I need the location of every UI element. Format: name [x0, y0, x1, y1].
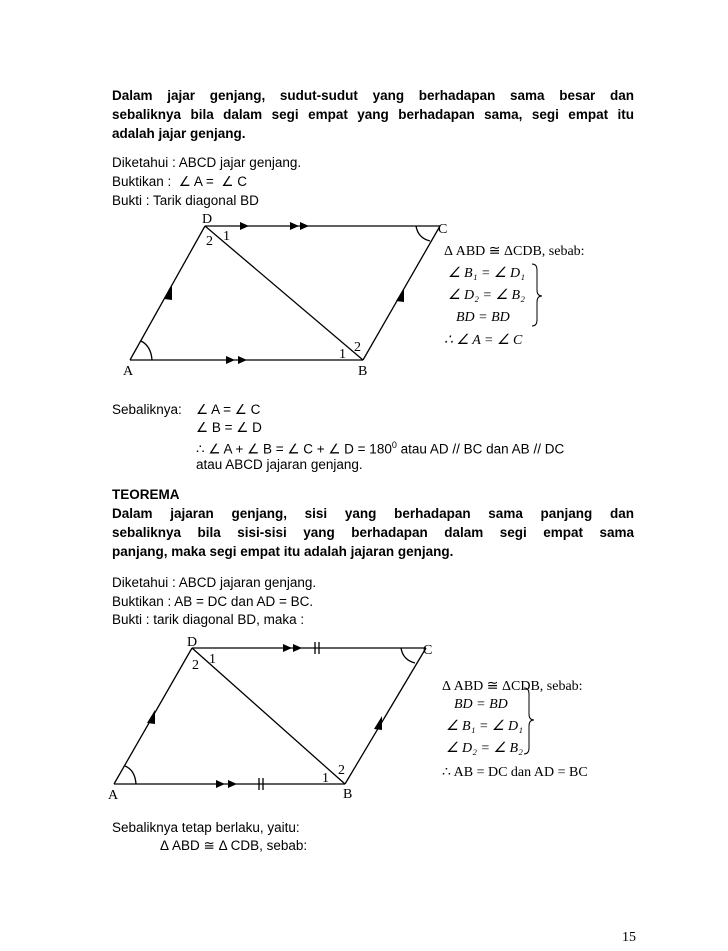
- angle-icon: ∠: [217, 174, 234, 189]
- vertex-c-label: C: [423, 643, 433, 658]
- buktikan-a: A =: [193, 174, 214, 189]
- converse-1-label: Sebaliknya:: [112, 402, 182, 417]
- fig1-proof-line: ∠ D₂ = ∠ B₂: [448, 288, 525, 303]
- arrow-icon: [228, 780, 237, 788]
- angle-d1-label: 1: [209, 652, 216, 667]
- theorem-1-line: Dalam jajar genjang, sudut-sudut yang berhadapan sama besar dan: [112, 88, 634, 103]
- theorem-1-line: adalah jajar genjang.: [112, 126, 246, 141]
- fig1-proof-conclusion: ∴ ∠ A = ∠ C: [444, 333, 523, 348]
- angle-d1-label: 1: [223, 229, 230, 244]
- given-2-bukti: Bukti : tarik diagonal BD, maka :: [112, 612, 305, 627]
- arrow-icon: [147, 710, 155, 724]
- fig2-proof-line: ∠ D₂ = ∠ B₂: [446, 741, 523, 756]
- theorem-1-line: sebaliknya bila dalam segi empat yang berhadapan sama, segi empat itu: [112, 107, 634, 122]
- converse-2-line: Sebaliknya tetap berlaku, yaitu:: [112, 820, 300, 835]
- angle-b1-label: 1: [339, 347, 346, 362]
- theorem-2-heading: TEOREMA: [112, 487, 180, 502]
- fig2-proof-conclusion: ∴ AB = DC dan AD = BC: [442, 765, 588, 780]
- converse-1-parallel: atau AD // BC dan AB // DC: [396, 441, 565, 457]
- given-2-diketahui: Diketahui : ABCD jajaran genjang.: [112, 575, 317, 590]
- arrow-icon: [283, 644, 292, 652]
- angle-b2-label: 2: [338, 763, 345, 778]
- angle-d2-label: 2: [192, 658, 199, 673]
- given-1-bukti: Bukti : Tarik diagonal BD: [112, 193, 259, 208]
- theorem-2-line: Dalam jajaran genjang, sisi yang berhadapan sama panjang dan: [112, 506, 634, 521]
- angle-a-arc: [125, 766, 136, 784]
- fig1-proof-line: ∠ B₁ = ∠ D₁: [448, 266, 525, 281]
- converse-1-line: ∠ A = ∠ C: [196, 402, 261, 417]
- theorem-2-line: sebaliknya bila sisi-sisi yang berhadapan dalam segi empat sama: [112, 525, 634, 540]
- vertex-d-label: D: [187, 635, 198, 650]
- angle-icon: ∠: [175, 174, 191, 189]
- diagonal-bd: [192, 648, 345, 784]
- degree-superscript: 0: [391, 440, 397, 450]
- buktikan-prefix: Buktikan :: [112, 174, 172, 189]
- angle-d2-label: 2: [206, 234, 213, 249]
- vertex-c-label: C: [438, 222, 448, 237]
- vertex-b-label: B: [358, 364, 368, 379]
- angle-c-arc: [401, 648, 415, 663]
- converse-1-line: ∠ B = ∠ D: [196, 420, 262, 435]
- side-cb: [345, 648, 426, 784]
- vertex-a-label: A: [123, 364, 134, 379]
- theorem-2-line: panjang, maka segi empat itu adalah jajaran genjang.: [112, 544, 454, 559]
- fig1-proof-line: BD = BD: [456, 310, 510, 325]
- angle-b1-label: 1: [322, 771, 329, 786]
- page-number: 15: [622, 930, 636, 945]
- fig2-proof-title: Δ ABD ≅ ΔCDB, sebab:: [442, 679, 583, 694]
- angle-b2-label: 2: [354, 340, 361, 355]
- vertex-b-label: B: [343, 787, 353, 802]
- arrow-icon: [216, 780, 225, 788]
- vertex-d-label: D: [202, 212, 213, 227]
- converse-1-line: atau ABCD jajaran genjang.: [196, 457, 363, 472]
- arrow-icon: [374, 716, 382, 730]
- buktikan-c: C: [237, 174, 247, 189]
- arrow-icon: [293, 644, 302, 652]
- fig2-proof-line: ∠ B₁ = ∠ D₁: [446, 719, 523, 734]
- vertex-a-label: A: [108, 788, 119, 803]
- given-2-buktikan: Buktikan : AB = DC dan AD = BC.: [112, 594, 314, 609]
- converse-2-line: Δ ABD ≅ Δ CDB, sebab:: [160, 838, 308, 853]
- given-1-diketahui: Diketahui : ABCD jajar genjang.: [112, 155, 302, 170]
- converse-1-sum: ∴ ∠ A + ∠ B = ∠ C + ∠ D = 180: [196, 441, 392, 457]
- fig2-proof-line: BD = BD: [454, 697, 508, 712]
- fig1-proof-title: Δ ABD ≅ ΔCDB, sebab:: [444, 244, 585, 259]
